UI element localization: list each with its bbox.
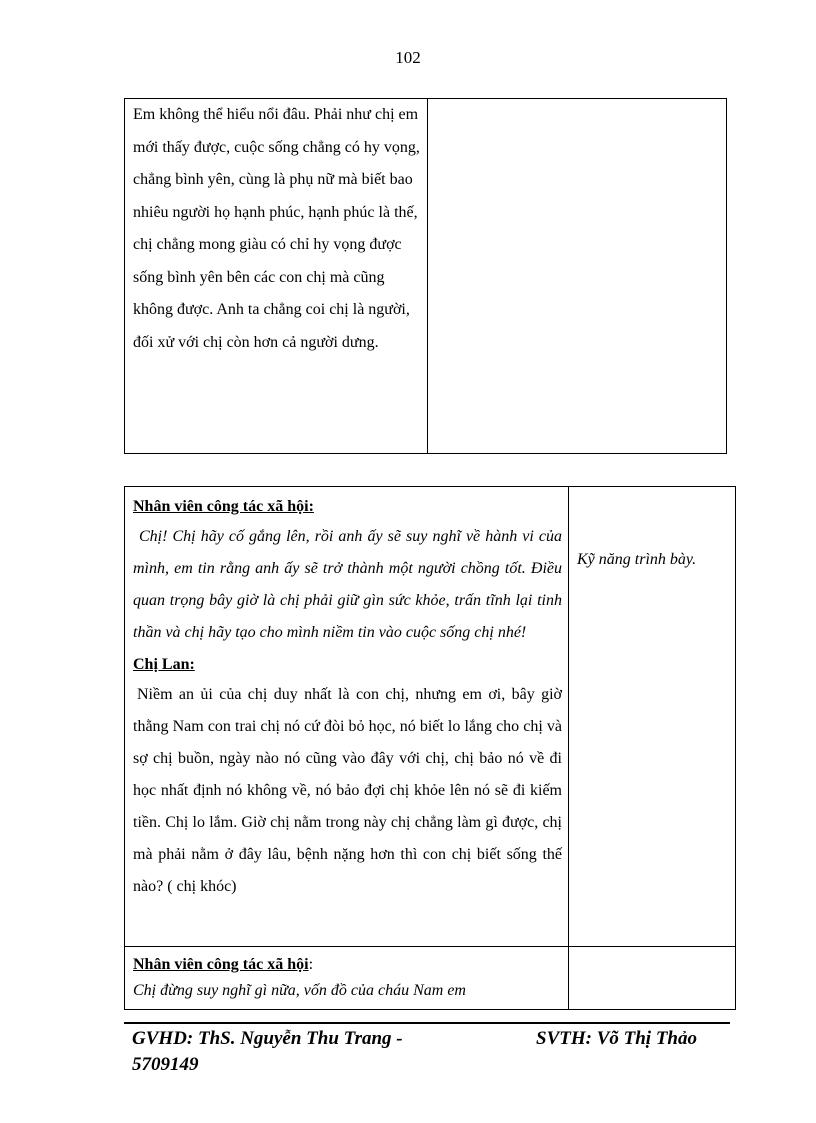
- dialogue-cell: [125, 487, 569, 947]
- speaker-colon: :: [308, 956, 314, 973]
- footer-divider: [124, 1022, 730, 1024]
- dialogue-cell: [125, 947, 569, 1010]
- speech-text: Niềm an ủi của chị duy nhất là con chị, nhưng em ơi, bây giờ thằng Nam con trai chị nó cứ đòi bỏ học, nó biết lo lắng cho chị và sợ chị buồn, ngày nào nó cũng vào đây với chị, chị bảo nó về đi học nhất định nó không về, nó bảo đợi chị khỏe lên nó sẽ đi kiếm tiền. Chị lo lắm. Giờ chị nằm trong này chị chẳng làm gì được, chị mà phải nằm ở đây lâu, bệnh nặng hơn thì con chị biết sống thế nào? ( chị khóc): [133, 686, 562, 895]
- skill-cell: [569, 487, 736, 947]
- speaker-label: Nhân viên công tác xã hội:: [133, 498, 314, 515]
- table-row: [125, 487, 736, 947]
- skill-cell: [569, 947, 736, 1010]
- speech-text: Chị đừng suy nghĩ gì nữa, vốn đồ của cháu Nam em: [133, 982, 466, 999]
- footer-student: SVTH: Võ Thị Thảo: [536, 1028, 697, 1049]
- footer-advisor: GVHD: ThS. Nguyễn Thu Trang - 5709149: [132, 1028, 403, 1075]
- table-row: [125, 99, 727, 454]
- speaker-label: [133, 955, 562, 975]
- speaker-name: Nhân viên công tác xã hội: [133, 956, 309, 973]
- skill-cell: [428, 99, 727, 454]
- dialogue-table-top: [124, 98, 727, 454]
- speaker-label: Chị Lan:: [133, 656, 195, 673]
- page-number: 102: [395, 48, 421, 67]
- dialogue-cell: [125, 99, 428, 454]
- dialogue-text: Em không thể hiểu nổi đâu. Phải như chị em mới thấy được, cuộc sống chẳng có hy vọng, chẳng bình yên, cùng là phụ nữ mà biết bao nhiêu người họ hạnh phúc, hạnh phúc là thế, chị chẳng mong giàu có chỉ hy vọng được sống bình yên bên các con chị mà cũng không được. Anh ta chẳng coi chị là người, đối xử với chị còn hơn cả người dưng.: [133, 106, 420, 351]
- skill-text: Kỹ năng trình bày.: [577, 551, 697, 568]
- dialogue-table-bottom: [124, 486, 736, 1010]
- speech-text: Chị! Chị hãy cố gắng lên, rồi anh ấy sẽ suy nghĩ về hành vi của mình, em tin rằng anh ấy sẽ trở thành một người chồng tốt. Điều quan trọng bây giờ là chị phải giữ gìn sức khỏe, trấn tĩnh lại tinh thần và chị hãy tạo cho mình niềm tin vào cuộc sống chị nhé!: [133, 528, 562, 641]
- table-row: [125, 947, 736, 1010]
